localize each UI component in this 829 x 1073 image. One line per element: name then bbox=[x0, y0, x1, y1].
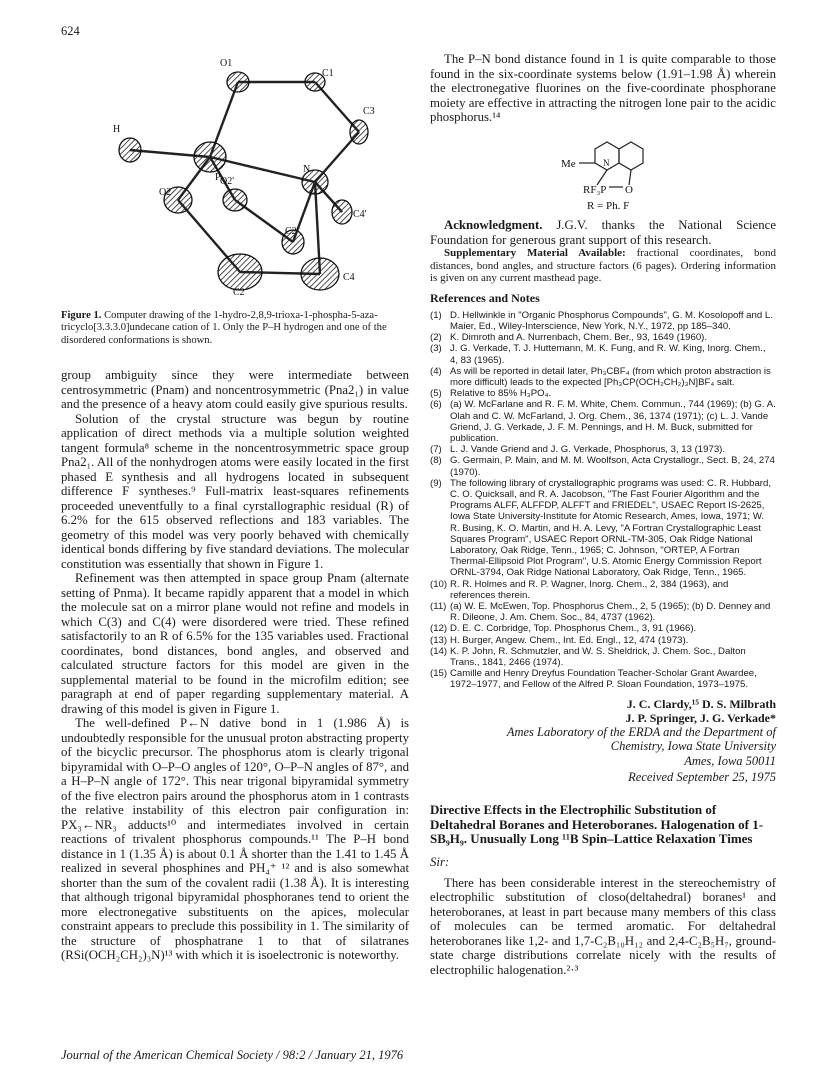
affiliation-line: Chemistry, Iowa State University bbox=[610, 739, 776, 754]
references-list bbox=[430, 310, 776, 691]
atom-label-c2-prime: C2' bbox=[285, 226, 299, 237]
received-date: Received September 25, 1975 bbox=[628, 770, 776, 785]
paragraph: Solution of the crystal structure was begun by routine application of direct methods via a multiple solution weighted tangent formula⁸ scheme in the noncentrosymmetric space group Pna2₁. All of the nonhydrogen atoms were easily located in the first phased E synthesis and all hydrogens located in subsequent difference F syntheses.⁹ Full-matrix least-squares refinements proceeded uneventfully to a final cyrstallographic residual (R) of 6.2% for the 615 observed reflections and 183 variables. The geometry of this model was very poorly behaved with chemically identical bonds differing by five standard deviations. The molecular constitution was essentially that shown in Figure 1. bbox=[61, 411, 409, 571]
reference-item: (5) Relative to 85% H₃PO₄. bbox=[430, 388, 552, 400]
atom-label-c4-prime: C4' bbox=[353, 209, 367, 220]
authors bbox=[430, 697, 776, 725]
atom-label-o2: O2 bbox=[159, 187, 172, 198]
reference-item: (10) R. R. Holmes and R. P. Wagner, Inorg. Chem., 2, 384 (1963), and references therein. bbox=[430, 578, 729, 601]
left-column bbox=[61, 368, 409, 963]
ortep-drawing bbox=[75, 52, 385, 307]
molecule-rf3p: RF₃P bbox=[583, 184, 607, 196]
affiliation bbox=[430, 725, 776, 769]
molecule-r-definition: R = Ph. F bbox=[587, 200, 630, 212]
paragraph: group ambiguity since they were intermediate between centrosymmetric (Pnam) and noncentrosymmetric (Pna2₁) in value and the presence of a heavy atom could easily give spurious results. bbox=[61, 368, 409, 411]
right-column bbox=[430, 52, 776, 125]
acknowledgment-text: J.G.V. thanks the National Science Foundation for generous grant support of this research. bbox=[430, 218, 776, 247]
atom-label-o1: O1 bbox=[220, 58, 233, 69]
article-title: Directive Effects in the Electrophilic Substitution of Deltahedral Boranes and Heteroboranes. Halogenation of 1-SB₉H₉. Unusually Long ¹¹B Spin–Lattice Relaxation Times bbox=[430, 802, 764, 847]
authors-line: J. P. Springer, J. G. Verkade* bbox=[625, 710, 776, 725]
right-column-lower bbox=[430, 218, 776, 977]
molecule-me: Me bbox=[561, 158, 576, 170]
references-heading: References and Notes bbox=[430, 290, 540, 305]
figure-caption-label: Figure 1. bbox=[61, 310, 102, 321]
figure-1 bbox=[75, 52, 385, 307]
reference-item: (15) Camille and Henry Dreyfus Foundation Teacher-Scholar Grant Awardee, 1972–1977, and Fellow of the Alfred P. Sloan Foundation, 1973–1975. bbox=[430, 668, 757, 691]
atom-label-c1: C1 bbox=[322, 68, 334, 79]
atom-label-o2-prime: O2' bbox=[220, 176, 235, 187]
figure-caption-text: Computer drawing of the 1-hydro-2,8,9-trioxa-1-phospha-5-aza-tricyclo[3.3.3.0]undecane cation of 1. Only the P–H hydrogen and one of the disordered conformations is shown. bbox=[61, 310, 387, 346]
six-coordinate-structure bbox=[559, 133, 663, 213]
paragraph: The P–N bond distance found in 1 is quite comparable to those found in the six-coordinate systems below (1.91–1.98 Å) wherein the electronegative fluorines on the five-coordinate phosphorane moiety are effective in attracting the nitrogen lone pair to the acidic phosphorus.¹⁴ bbox=[430, 52, 776, 124]
reference-item: (6) (a) W. McFarlane and R. F. M. White, Chem. Commun., 744 (1969); (b) G. A. Olah and C. W. McFarland, J. Org. Chem., 36, 1374 (1971); (c) L. J. Vande Griend, J. G. Verkade, J. F. M. Pennings, and H. M. Buck, submitted for publication. bbox=[430, 399, 776, 445]
affiliation-line: Ames, Iowa 50011 bbox=[684, 753, 776, 768]
page-number: 624 bbox=[61, 24, 80, 38]
reference-item: (11) (a) W. E. McEwen, Top. Phosphorus Chem., 2, 5 (1965); (b) D. Denney and R. Dileone, J. Am. Chem. Soc., 84, 4737 (1962). bbox=[430, 601, 771, 624]
supplementary-material bbox=[430, 247, 776, 285]
atom-label-c3: C3 bbox=[363, 106, 375, 117]
reference-item: (1) D. Hellwinkle in "Organic Phosphorus Compounds", G. M. Kosolopoff and L. Maier, Ed., Wiley-Interscience, New York, N.Y., 1972, pp 185–340. bbox=[430, 309, 773, 332]
reference-item: (12) D. E. C. Corbridge, Top. Phosphorus Chem., 3, 91 (1966). bbox=[430, 623, 697, 635]
atom-label-c4: C4 bbox=[343, 272, 355, 283]
figure-caption bbox=[61, 310, 409, 347]
molecule-n: N bbox=[603, 158, 610, 168]
atom-label-h: H bbox=[113, 124, 121, 135]
structure-drawing bbox=[559, 133, 663, 213]
supplementary-label: Supplementary Material Available: bbox=[444, 247, 626, 259]
reference-item: (7) L. J. Vande Griend and J. G. Verkade, Phosphorus, 3, 13 (1973). bbox=[430, 444, 726, 456]
reference-item: (4) As will be reported in detail later, Ph₃CBF₄ (from which proton abstraction is more difficult) leads to the expected [Ph₃CP(OCH₂CH₂)₃N]BF₄ salt. bbox=[430, 365, 771, 388]
atom-label-c2: C2 bbox=[233, 287, 245, 298]
paragraph: The well-defined P←N dative bond in 1 (1.986 Å) is undoubtedly responsible for the unusual proton abstracting property of the bicyclic precursor. The phosphorus atom is clearly trigonal bipyramidal with O–P–O angles of 120°, O–P–N angles of 87°, and a H–P–N angle of 172°. This near trigonal bipyramidal symmetry of the five electron pairs around the phosphorus atom in 1 contrasts the relative instability of this electron pair configuration in: PX₃←NR₃ adducts¹⁰ and intermediates involved in certain reactions of trivalent phosphorus compounds.¹¹ The P–H bond distance in 1 (1.35 Å) is about 0.1 Å shorter than the 1.41 to 1.45 Å realized in several phosphines and PH₄⁺ ¹² and is also somewhat shorter than the sum of the covalent radii (1.38 Å). It is interesting that although trigonal bipyramidal phosphoranes tend to orient the more electronegative substituents on the apices, molecular constraint appears to preclude this possibility in 1. The similarity of the structure of phosphatrane 1 to that of silatranes (RSi(OCH₂CH₂)₃N)¹³ with which it is isoelectronic is noteworthy. bbox=[61, 716, 409, 962]
reference-item: (9) The following library of crystallographic programs was used: C. R. Hubbard, C. O. Quicksall, and R. A. Jacobson, "The Fast Fourier Algorithm and the Programs ALFF, ALFFDP, ALFFT and FRIEDEL", USAEC Report IS-2625, Iowa State University-Institute for Atomic Research, Ames, Iowa, 1971; W. R. Busing, K. O. Martin, and H. A. Levy, "A Fortran Crystallographic Least Squares Program", USAEC Report ORNL-TM-305, Oak Ridge National Laboratory, Oak Ridge, Tenn., 1965; C. Johnson, "ORTEP, A Fortran Thermal-Ellipsoid Plot Program", U.S. Atomic Energy Commission Report ORNL-3794, Oak Ridge National Laboratory, Oak Ridge, Tenn., 1965. bbox=[430, 477, 771, 579]
reference-item: (3) J. G. Verkade, T. J. Huttemann, M. K. Fung, and R. W. King, Inorg. Chem., 4, 83 (1965). bbox=[430, 343, 766, 366]
authors-line: J. C. Clardy,¹⁵ D. S. Milbrath bbox=[626, 696, 776, 711]
paragraph: There has been considerable interest in the stereochemistry of electrophilic substitution of closo(deltahedral) boranes¹ and heteroboranes, at least in part because many members of this class of molecules can be termed aromatic. For deltahedral heteroboranes like 1,2- and 1,7-C₂B₁₀H₁₂ and 2,4-C₂B₅H₇, ground-state charge distributions correlate nicely with the results of electrophilic halogenation.²·³ bbox=[430, 875, 776, 977]
affiliation-line: Ames Laboratory of the ERDA and the Department of bbox=[506, 724, 776, 739]
molecule-o: O bbox=[625, 184, 633, 196]
atom-label-p: P bbox=[215, 172, 221, 183]
acknowledgment-label: Acknowledgment. bbox=[444, 218, 543, 232]
reference-item: (2) K. Dimroth and A. Nurrenbach, Chem. Ber., 93, 1649 (1960). bbox=[430, 332, 708, 344]
paragraph: Refinement was then attempted in space group Pnam (alternate setting of Pnma). It became rapidly apparent that a model in which the molecule sat on a mirror plane would not refine and models in which C(3) and C(4) were disordered were tried. These refined satisfactorily to an R of 6.5% for the 135 variables used. Fractional coordinates, bond distances, bond angles, and observed and calculated structure factors for this model are given in the supplemental material to be found in the microfilm edition; see paragraph at end of paper regarding supplementary material. A drawing of this model is given in Figure 1. bbox=[61, 571, 409, 716]
salutation: Sir: bbox=[430, 854, 450, 869]
reference-item: (14) K. P. John, R. Schmutzler, and W. S. Sheldrick, J. Chem. Soc., Dalton Trans., 1841, 2466 (1974). bbox=[430, 645, 746, 669]
reference-item: (13) H. Burger, Angew. Chem., Int. Ed. Engl., 12, 474 (1973). bbox=[430, 634, 689, 646]
reference-item: (8) G. Germain, P. Main, and M. M. Woolfson, Acta Crystallogr., Sect. B, 24, 274 (1970). bbox=[430, 455, 775, 478]
atom-label-n: N bbox=[303, 164, 311, 175]
supplementary-text: fractional coordinates, bond distances, bond angles, and structure factors (6 pages). Ordering information is given on any current masthead page. bbox=[430, 247, 776, 285]
acknowledgment bbox=[430, 218, 776, 247]
journal-footer: Journal of the American Chemical Society / 98:2 / January 21, 1976 bbox=[61, 1048, 404, 1062]
